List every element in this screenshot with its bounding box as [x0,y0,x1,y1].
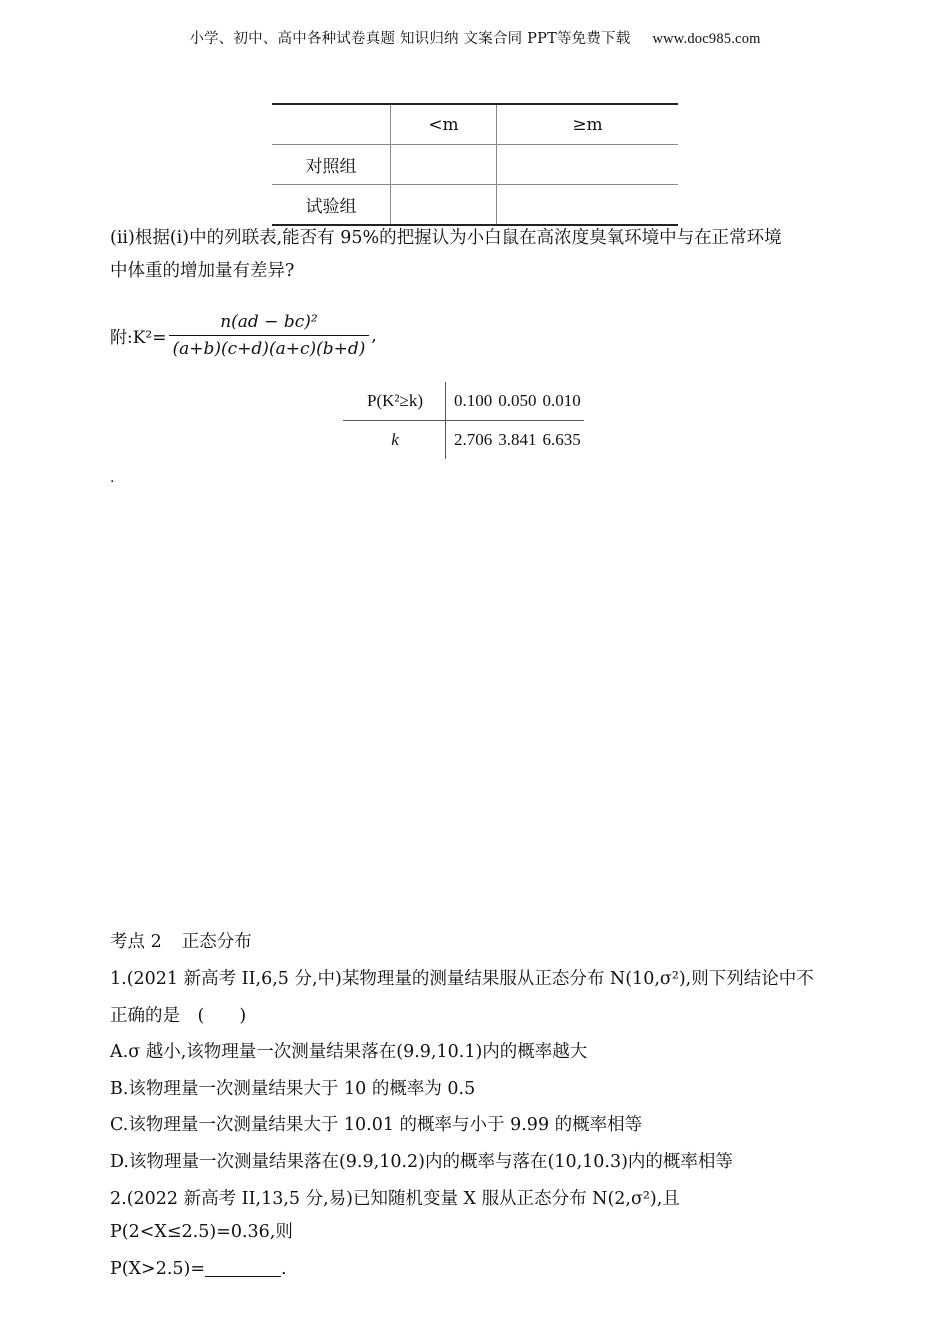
section-label: 考点 2 [110,932,162,952]
option-d: D.该物理量一次测量结果落在(9.9,10.2)内的概率与落在(10,10.3)内的概率相等 [110,1152,733,1172]
prob-header: P(K²≥k) [343,382,446,421]
table-header-row [272,104,678,145]
answer-blank[interactable] [205,1258,281,1277]
k-value: 2.706 [446,421,496,460]
table-row [343,382,584,421]
formula-numerator: n(ad − bc)² [220,312,318,332]
table-corner-cell [272,104,391,145]
prob-value: 0.010 [542,391,581,410]
k-header: k [343,421,446,460]
option-a: A.σ 越小,该物理量一次测量结果落在(9.9,10.1)内的概率越大 [110,1042,588,1062]
formula-suffix: , [371,325,377,346]
question-2-prefix: P(X>2.5)= [110,1259,206,1279]
table-cell [391,185,497,226]
question-ii [110,222,845,288]
header-text: 小学、初中、高中各种试卷真题 知识归纳 文案合同 PPT等免费下载 [189,31,631,47]
formula-fraction [169,312,370,359]
section-heading [110,928,252,953]
question-ii-line2: 中体重的增加量有差异? [110,261,295,281]
page-header [0,27,950,48]
question-1 [110,963,845,1179]
question-1-line1: 1.(2021 新高考 II,6,5 分,中)某物理量的测量结果服从正态分布 N(10,σ²),则下列结论中不 [110,969,814,989]
option-c: C.该物理量一次测量结果大于 10.01 的概率与小于 9.99 的概率相等 [110,1115,643,1135]
k-value: 3.841 [495,421,539,460]
option-b: B.该物理量一次测量结果大于 10 的概率为 0.5 [110,1079,476,1099]
question-ii-line1: (ii)根据(i)中的列联表,能否有 95%的把握认为小白鼠在高浓度臭氧环境中与在正常环境 [110,228,782,248]
table-row [272,185,678,226]
header-site-link[interactable]: www.doc985.com [652,31,761,47]
question-2-line2 [110,1253,845,1286]
stray-period: . [110,470,115,486]
question-1-line2: 正确的是 ( ) [110,1006,247,1026]
k-value: 6.635 [540,421,584,460]
table-cell [497,185,679,226]
table-cell [391,145,497,185]
question-2-line1: 2.(2022 新高考 II,13,5 分,易)已知随机变量 X 服从正态分布 N(2,σ²),且 P(2<X≤2.5)=0.36,则 [110,1189,680,1242]
formula-denominator: (a+b)(c+d)(a+c)(b+d) [169,335,370,359]
formula-prefix: 附:K²= [110,328,167,348]
table-row [343,421,584,460]
contingency-table [272,103,678,226]
prob-value: 0.050 [498,391,537,410]
table-row [272,145,678,185]
col-header-geq-m: ≥m [497,104,679,145]
question-2 [110,1183,845,1286]
col-header-less-m: <m [391,104,497,145]
chi-square-formula [110,312,377,359]
row-label-control: 对照组 [272,145,391,185]
prob-value: 0.100 [454,391,493,410]
row-label-experiment: 试验组 [272,185,391,226]
critical-value-table [343,382,584,459]
question-2-suffix: . [281,1259,287,1279]
section-title: 正态分布 [181,932,252,952]
table-cell [497,145,679,185]
